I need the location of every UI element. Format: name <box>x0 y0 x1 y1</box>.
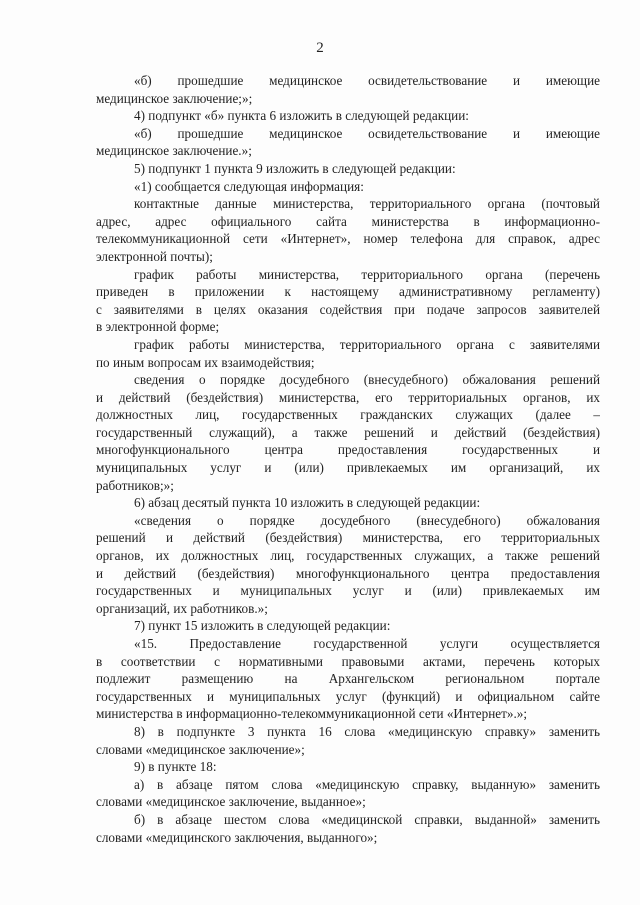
paragraph-line: и действий (бездействия) многофункционального центра предоставления <box>96 565 600 581</box>
paragraph-line: 5) подпункт 1 пункта 9 изложить в следующей редакции: <box>134 160 456 176</box>
paragraph-line: а) в абзаце пятом слова «медицинскую справку, выданную» заменить <box>134 776 600 792</box>
paragraph <box>96 776 600 811</box>
paragraph-line: «б) прошедшие медицинское освидетельствование и имеющие <box>134 125 600 141</box>
paragraph-line: многофункционального центра предоставления государственных и <box>96 442 600 458</box>
paragraph-line: график работы министерства, территориального органа с заявителями <box>134 336 600 352</box>
paragraph-line: организаций, их работников.»; <box>96 600 268 616</box>
paragraph <box>96 371 600 494</box>
paragraph <box>96 635 600 723</box>
paragraph-line: приведен в приложении к настоящему административному регламенту) <box>96 284 600 300</box>
paragraph-line: 9) в пункте 18: <box>134 759 217 775</box>
paragraph <box>96 72 600 107</box>
paragraph <box>96 195 600 265</box>
paragraph-line: словами «медицинское заключение, выданное»; <box>96 794 366 810</box>
paragraph-line: «15. Предоставление государственной услуги осуществляется <box>134 636 600 651</box>
paragraph-line: «б) прошедшие медицинское освидетельствование и имеющие <box>134 73 600 88</box>
paragraph-line: словами «медицинского заключения, выданного»; <box>96 829 378 845</box>
paragraph <box>96 723 600 758</box>
paragraph-line: в электронной форме; <box>96 319 220 335</box>
paragraph-line: телекоммуникационной сети «Интернет», номер телефона для справок, адрес <box>96 231 600 247</box>
paragraph-line: решений и действий (бездействия) министерства, его территориальных <box>96 530 600 546</box>
paragraph-line: сведения о порядке досудебного (внесудебного) обжалования решений <box>134 372 600 388</box>
paragraph <box>96 811 600 846</box>
paragraph-line: «сведения о порядке досудебного (внесудебного) обжалования <box>134 512 600 528</box>
paragraph <box>96 160 600 178</box>
paragraph <box>96 336 600 371</box>
paragraph-line: органов, их должностных лиц, государственных служащих, а также решений <box>96 548 600 564</box>
paragraph-line: словами «медицинское заключение»; <box>96 741 305 757</box>
paragraph-line: государственный служащий), а также решений и действий (бездействия) <box>96 424 600 440</box>
paragraph-line: подлежит размещению на Архангельском региональном портале <box>96 671 600 687</box>
paragraph-line: министерства в информационно-телекоммуникационной сети «Интернет».»; <box>96 706 528 722</box>
paragraph-line: государственных и муниципальных услуг и (или) привлекаемых им <box>96 583 600 599</box>
paragraph-line: и действий (бездействия) министерства, его территориальных органов, их <box>96 389 600 405</box>
paragraph-line: государственных и муниципальных услуг (функций) и официальном сайте <box>96 688 600 704</box>
paragraph-line: должностных лиц, государственных гражданских служащих (далее – <box>96 407 600 423</box>
paragraph <box>96 617 600 635</box>
paragraph-line: по иным вопросам их взаимодействия; <box>96 354 315 370</box>
paragraph-line: электронной почты); <box>96 248 213 264</box>
paragraph-line: адрес, адрес официального сайта министерства в информационно- <box>96 213 600 229</box>
paragraph-line: муниципальных услуг и (или) привлекаемых им организаций, их <box>96 460 600 476</box>
paragraph-line: медицинское заключение.»; <box>96 143 252 159</box>
paragraph-line: 8) в подпункте 3 пункта 16 слова «медицинскую справку» заменить <box>134 723 600 739</box>
paragraph-line: 7) пункт 15 изложить в следующей редакции: <box>134 618 391 634</box>
paragraph <box>96 107 600 125</box>
paragraph-line: 6) абзац десятый пункта 10 изложить в следующей редакции: <box>134 495 481 511</box>
document-body <box>96 72 600 846</box>
page-number: 2 <box>316 40 324 56</box>
paragraph-line: контактные данные министерства, территориального органа (почтовый <box>134 196 600 212</box>
paragraph <box>96 266 600 336</box>
paragraph-line: график работы министерства, территориального органа (перечень <box>134 266 600 282</box>
paragraph <box>96 125 600 160</box>
paragraph-line: работников;»; <box>96 477 174 493</box>
paragraph <box>96 512 600 618</box>
paragraph <box>96 494 600 512</box>
paragraph-line: б) в абзаце шестом слова «медицинской справки, выданной» заменить <box>134 811 600 827</box>
paragraph-line: «1) сообщается следующая информация: <box>134 178 364 194</box>
paragraph <box>96 758 600 776</box>
paragraph <box>96 178 600 196</box>
paragraph-line: с заявителями в целях оказания содействия при подаче запросов заявителей <box>96 301 600 317</box>
paragraph-line: 4) подпункт «б» пункта 6 изложить в следующей редакции: <box>134 108 469 124</box>
paragraph-line: в соответствии с нормативными правовыми актами, перечень которых <box>96 653 600 669</box>
paragraph-line: медицинское заключение;»; <box>96 90 253 106</box>
